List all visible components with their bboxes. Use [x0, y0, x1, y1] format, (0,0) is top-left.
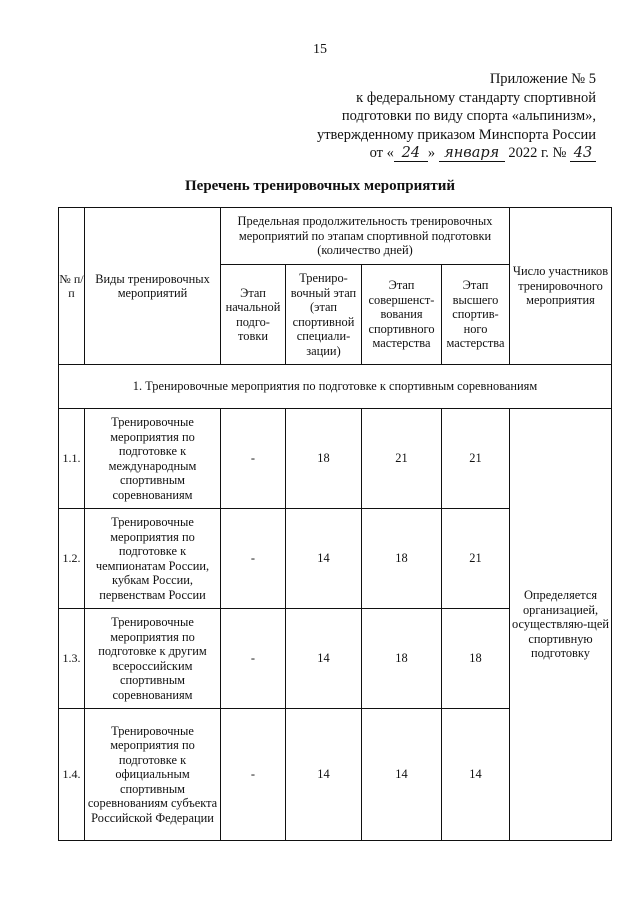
cell-initial: - — [221, 609, 286, 709]
row-number: 1.1. — [59, 409, 85, 509]
cell-initial: - — [221, 409, 286, 509]
appendix-line: утвержденному приказом Минспорта России — [316, 126, 596, 143]
appendix-line: Приложение № 5 — [489, 71, 596, 87]
cell-highest: 21 — [442, 509, 510, 609]
header-duration-group: Предельная продолжительность тренировочных мероприятий по этапам спортивной подготовки (количество дней) — [221, 208, 510, 265]
handwritten-month: января — [439, 146, 505, 162]
page-number: 15 — [313, 42, 327, 57]
row-name: Тренировочные мероприятия по подготовке к другим всероссийским спортивным соревнованиям — [85, 609, 221, 709]
appendix-date-line — [317, 144, 596, 163]
header-kind: Виды тренировочных мероприятий — [85, 208, 221, 365]
cell-improvement: 14 — [362, 709, 442, 841]
header-stage-training: Трениро-вочный этап (этап спортивной специали-зации) — [286, 265, 362, 365]
appendix-header — [317, 70, 596, 163]
document-title: Перечень тренировочных мероприятий — [185, 178, 455, 194]
cell-initial: - — [221, 709, 286, 841]
row-name: Тренировочные мероприятия по подготовке к чемпионатам России, кубкам России, первенствам России — [85, 509, 221, 609]
date-prefix: от « — [369, 145, 394, 161]
header-stage-initial: Этап начальной подго-товки — [221, 265, 286, 365]
row-number: 1.2. — [59, 509, 85, 609]
table-row — [59, 409, 612, 509]
cell-highest: 21 — [442, 409, 510, 509]
header-stage-highest: Этап высшего спортив-ного мастерства — [442, 265, 510, 365]
cell-improvement: 18 — [362, 509, 442, 609]
cell-training: 18 — [286, 409, 362, 509]
participants-note: Определяется организацией, осуществляю-щей спортивную подготовку — [510, 409, 612, 841]
header-stage-improvement: Этап совершенст-вования спортивного мастерства — [362, 265, 442, 365]
cell-improvement: 18 — [362, 609, 442, 709]
cell-improvement: 21 — [362, 409, 442, 509]
row-name: Тренировочные мероприятия по подготовке к официальным спортивным соревнованиям субъекта Российской Федерации — [85, 709, 221, 841]
handwritten-order-number: 43 — [570, 146, 596, 162]
cell-highest: 18 — [442, 609, 510, 709]
section-title: 1. Тренировочные мероприятия по подготовке к спортивным соревнованиям — [59, 365, 612, 409]
header-number: № п/п — [59, 208, 85, 365]
appendix-line: к федеральному стандарту спортивной — [356, 89, 596, 106]
cell-training: 14 — [286, 609, 362, 709]
training-events-table — [58, 207, 612, 841]
row-number: 1.3. — [59, 609, 85, 709]
cell-training: 14 — [286, 709, 362, 841]
appendix-line: подготовки по виду спорта «альпинизм», — [341, 108, 596, 124]
row-name: Тренировочные мероприятия по подготовке к международным спортивным соревнованиям — [85, 409, 221, 509]
date-mid: » — [427, 145, 439, 161]
header-participants: Число участников тренировочного мероприятия — [510, 208, 612, 365]
handwritten-day: 24 — [394, 146, 428, 162]
cell-initial: - — [221, 509, 286, 609]
cell-training: 14 — [286, 509, 362, 609]
cell-highest: 14 — [442, 709, 510, 841]
row-number: 1.4. — [59, 709, 85, 841]
date-year: 2022 г. № — [504, 145, 570, 161]
table-header-row — [59, 208, 612, 265]
section-row — [59, 365, 612, 409]
